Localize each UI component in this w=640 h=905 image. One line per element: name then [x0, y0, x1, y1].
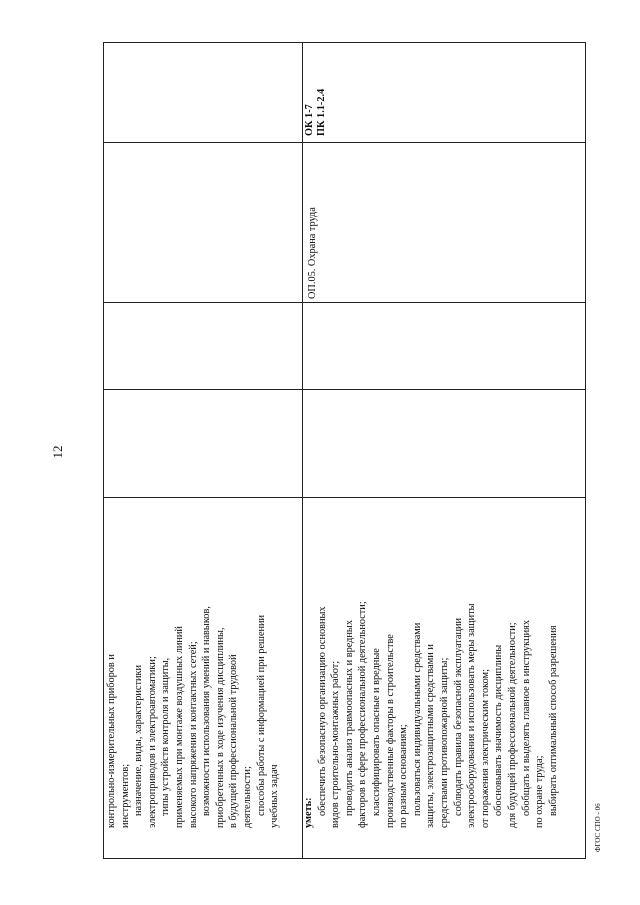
competency-codes: [302, 41, 342, 143]
text-line: обеспечить безопасную организацию основных: [316, 606, 328, 816]
text-line: факторов в сфере профессиональной деятельности;: [357, 601, 369, 828]
text-line: проводить анализ травмоопасных и вредных: [343, 620, 355, 816]
page-number: 12: [50, 445, 65, 459]
text-line: приобретенных в ходе изучения дисциплины,: [214, 627, 226, 828]
text-line: электрооборудования и использовать меры защиты: [466, 603, 478, 828]
competency-code: ОК 1-7: [304, 104, 315, 136]
skills-list-cell: [302, 498, 587, 858]
column-divider: [104, 142, 585, 143]
skills-heading: уметь:: [303, 797, 314, 828]
text-line: производственные факторы в строительстве: [384, 634, 396, 828]
text-line: соблюдать правила безопасной эксплуатации: [452, 618, 464, 816]
text-line: обобщать и выделять главное в инструкциях: [520, 619, 532, 816]
text-line: способы работы с информацией при решении: [255, 614, 267, 816]
text-line: для будущей профессиональной деятельности;: [506, 622, 518, 828]
column-divider: [104, 302, 585, 303]
course-name: ОП.05. Охрана труда: [307, 207, 318, 299]
curriculum-table: [103, 42, 586, 859]
text-line: назначение, виды, характеристики: [133, 665, 145, 816]
footer-standard-code: ФГОС СПО - 06: [594, 803, 602, 852]
text-line: средствами противопожарной защиты;: [438, 657, 450, 828]
rotated-table-area: [103, 42, 586, 859]
text-line: применяемых при монтаже воздушных линий: [173, 626, 185, 828]
text-line: в будущей профессиональной трудовой: [228, 654, 240, 828]
text-line: видов строительно-монтажных работ;: [330, 660, 342, 828]
text-line: деятельности;: [241, 766, 253, 828]
text-line: классифицировать опасные и вредные: [370, 648, 382, 816]
text-line: защиты, электрозащитными средствами и: [425, 644, 437, 828]
text-line: по охране труда;: [534, 755, 546, 828]
text-line: высокого напряжения и контактных сетей;: [187, 641, 199, 828]
competency-code: ПК 1.1-2.4: [316, 88, 327, 136]
text-line: учебных задач: [269, 764, 281, 828]
text-line: инструментов;: [119, 763, 131, 828]
text-line: типы устройств контроля и защиты,: [160, 657, 172, 816]
text-line: обосновывать значимость дисциплины: [493, 644, 505, 816]
text-line: от поражения электрическим током;: [479, 669, 491, 828]
text-line: пользоваться индивидуальными средствами: [411, 622, 423, 816]
knowledge-list-cell: [104, 498, 302, 858]
text-line: выбирать оптимальный способ разрешения: [547, 625, 559, 816]
text-line: по разным основаниям;: [398, 724, 410, 828]
text-line: возможности использования умений и навыков,: [201, 606, 213, 816]
text-line: электроприводов и электроавтоматики;: [146, 656, 158, 828]
text-line: контрольно-измерительных приборов и: [106, 654, 117, 828]
column-divider: [104, 389, 585, 390]
